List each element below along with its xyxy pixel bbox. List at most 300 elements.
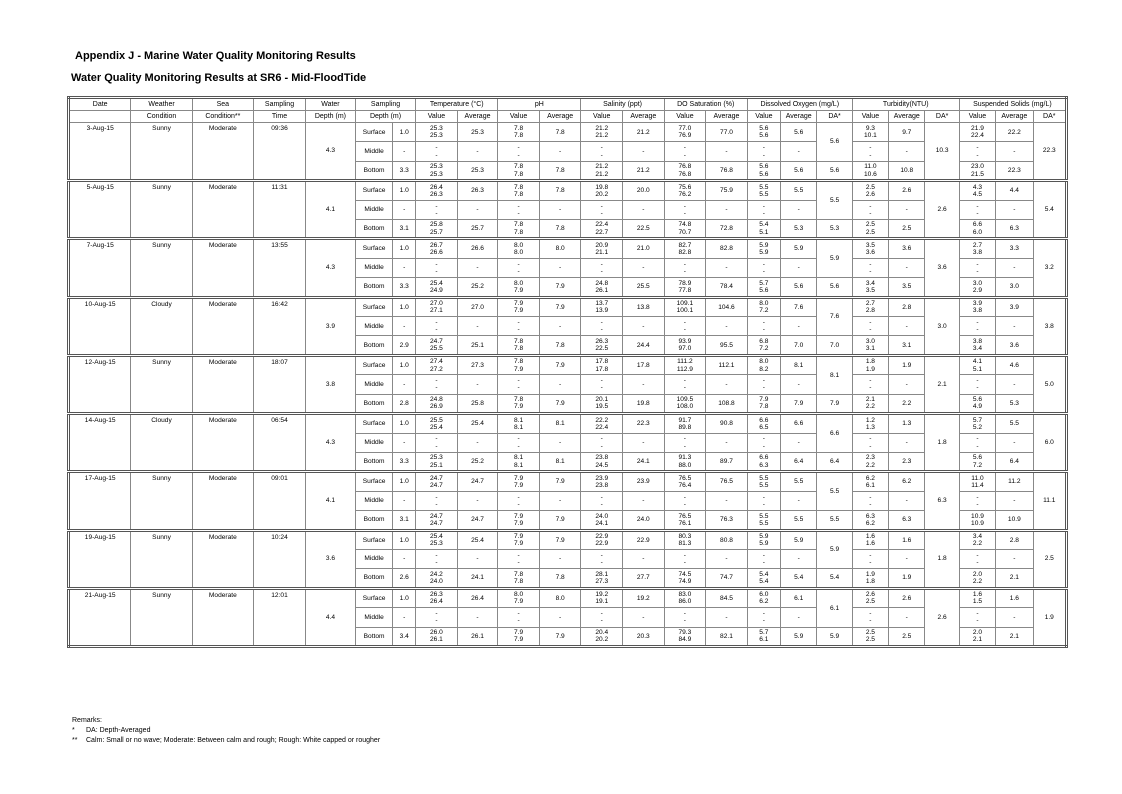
ph-value-cell	[498, 394, 540, 413]
reading-value: -	[683, 493, 686, 501]
reading-value: 84.9	[678, 636, 692, 644]
date-header: Date	[69, 98, 131, 111]
sampling-depth-cell: 3.3	[393, 161, 416, 180]
turbidity-value-cell	[852, 511, 888, 530]
reading-value: 27.2	[430, 365, 443, 373]
do-value-cell	[747, 511, 780, 530]
reading-value: 19.5	[595, 403, 609, 411]
turbidity-value-cell	[852, 200, 888, 219]
do-saturation-value-cell	[664, 433, 706, 452]
do-da-bottom-cell: 5.5	[817, 511, 852, 530]
do-average-cell: -	[781, 491, 817, 510]
reading-value: 2.5	[865, 228, 875, 236]
reading-value: -	[976, 435, 979, 443]
salinity-value-cell	[581, 142, 623, 161]
reading-value: 27.1	[430, 307, 443, 315]
reading-value: 26.4	[430, 598, 443, 606]
reading-value: -	[869, 260, 872, 268]
reading-value: 4.3	[972, 183, 983, 191]
reading-value: 97.0	[678, 345, 692, 353]
do-value-cell	[747, 355, 780, 374]
reading-value: 5.6	[759, 124, 769, 132]
turbidity-value-cell	[852, 181, 888, 200]
reading-value: 7.9	[759, 396, 769, 404]
do-da-cell: 6.6	[817, 414, 852, 453]
weather-header: Weather	[131, 98, 192, 111]
sampling-time-header: Sampling	[254, 98, 306, 111]
do-average-cell: -	[781, 608, 817, 627]
reading-value: -	[869, 610, 872, 618]
temp-average-cell: 25.4	[457, 414, 498, 433]
do-average-cell: -	[781, 375, 817, 394]
temp-average-cell: 25.7	[457, 220, 498, 239]
reading-value: 74.8	[678, 221, 692, 229]
ph-average-cell: -	[539, 549, 581, 568]
sampling-depth-cell: 3.3	[393, 452, 416, 471]
ph-average-cell: -	[539, 608, 581, 627]
ph-value-cell	[498, 297, 540, 316]
reading-value: 6.2	[865, 519, 875, 527]
do-value-cell	[747, 569, 780, 588]
do-value-cell	[747, 452, 780, 471]
do-saturation-value-cell	[664, 297, 706, 316]
reading-value: 7.9	[513, 598, 524, 606]
temp-average-cell: 25.8	[457, 394, 498, 413]
reading-value: 6.3	[759, 461, 769, 469]
sampling-depth-cell: -	[393, 433, 416, 452]
ss-value-cell	[959, 452, 995, 471]
reading-value: 7.9	[513, 365, 524, 373]
reading-value: -	[600, 260, 603, 268]
turbidity-average-cell: -	[889, 608, 925, 627]
reading-value: 5.9	[759, 540, 769, 548]
ph-value-cell	[498, 278, 540, 297]
do-saturation-average-cell: 84.5	[706, 588, 748, 607]
header-row-2	[69, 111, 1067, 123]
ss-average-cell: 6.3	[996, 220, 1033, 239]
reading-value: 20.2	[595, 636, 609, 644]
reading-value: 26.6	[430, 249, 443, 257]
salinity-average-cell: -	[623, 433, 665, 452]
reading-value: -	[517, 610, 520, 618]
ss-value-cell	[959, 278, 995, 297]
temp-value-cell	[416, 530, 458, 549]
reading-value: -	[600, 610, 603, 618]
salinity-value-cell	[581, 161, 623, 180]
sampling-depth-cell: -	[393, 258, 416, 277]
reading-value: 2.8	[865, 307, 875, 315]
reading-value: -	[762, 551, 765, 559]
do-da-cell: 8.1	[817, 355, 852, 394]
reading-value: 23.0	[971, 163, 984, 171]
reading-value: 13.7	[595, 300, 609, 308]
do-average-cell: 5.6	[781, 278, 817, 297]
reading-value: 21.5	[971, 170, 984, 178]
reading-value: 3.9	[972, 300, 983, 308]
temp-value-cell	[416, 433, 458, 452]
reading-value: 3.0	[865, 337, 875, 345]
ss-average-cell: 5.5	[996, 414, 1033, 433]
turbidity-average-cell: 2.2	[889, 394, 925, 413]
do-saturation-average-cell: -	[706, 142, 748, 161]
reading-value: 7.8	[513, 345, 524, 353]
ss-average-cell: -	[996, 549, 1033, 568]
ph-value-cell	[498, 491, 540, 510]
reading-value: 1.8	[865, 578, 875, 586]
turbidity-average-cell: -	[889, 142, 925, 161]
reading-value: 3.8	[972, 307, 983, 315]
reading-value: 23.9	[595, 474, 609, 482]
reading-value: -	[976, 377, 979, 385]
reading-value: 7.8	[513, 578, 524, 586]
reading-value: 3.1	[865, 345, 875, 353]
reading-value: -	[517, 559, 520, 567]
reading-value: 25.4	[430, 532, 443, 540]
salinity-average-cell: 13.8	[623, 297, 665, 316]
sampling-depth-cell: 2.9	[393, 336, 416, 355]
do-saturation-average-cell: -	[706, 375, 748, 394]
do-saturation-average-cell: 75.9	[706, 181, 748, 200]
temp-average-cell: 27.3	[457, 355, 498, 374]
turbidity-da-cell: 3.0	[925, 297, 959, 355]
reading-value: 20.2	[595, 190, 609, 198]
ph-value-cell	[498, 569, 540, 588]
reading-value: -	[869, 151, 872, 159]
date-cell: 12-Aug-15	[69, 355, 131, 413]
turbidity-value-cell	[852, 142, 888, 161]
reading-value: 88.0	[678, 461, 692, 469]
reading-value: -	[762, 202, 765, 210]
do-da-bottom-cell: 5.6	[817, 161, 852, 180]
ss-average-cell: 22.3	[996, 161, 1033, 180]
do-value-cell	[747, 530, 780, 549]
reading-value: -	[435, 559, 438, 567]
suspended-solids-header: Suspended Solids (mg/L)	[959, 98, 1066, 111]
reading-value: 24.8	[430, 396, 443, 404]
reading-value: 5.9	[759, 249, 769, 257]
turbidity-average-cell: 1.3	[889, 414, 925, 433]
reading-value: 26.1	[595, 286, 609, 294]
reading-value: 5.5	[759, 482, 769, 490]
sampling-level-cell: Bottom	[355, 394, 392, 413]
do-value-cell	[747, 414, 780, 433]
temp-average-cell: -	[457, 549, 498, 568]
turbidity-average-cell: 6.2	[889, 472, 925, 491]
turbidity-value-cell	[852, 336, 888, 355]
table-row	[69, 297, 1067, 316]
do-da-bottom-cell: 7.9	[817, 394, 852, 413]
sampling-time-subheader: Time	[254, 111, 306, 123]
salinity-average-cell: 22.5	[623, 220, 665, 239]
reading-value: 7.9	[513, 628, 524, 636]
reading-value: 2.1	[865, 396, 875, 404]
sampling-level-cell: Middle	[355, 491, 392, 510]
do-average-cell: 5.3	[781, 220, 817, 239]
reading-value: 7.8	[513, 132, 524, 140]
do-average-cell: 6.6	[781, 414, 817, 433]
ss-average-cell: -	[996, 317, 1033, 336]
ss-average-cell: 11.2	[996, 472, 1033, 491]
ph-average-cell: 8.1	[539, 414, 581, 433]
reading-value: -	[762, 209, 765, 217]
sampling-level-cell: Middle	[355, 375, 392, 394]
reading-value: 2.2	[972, 540, 983, 548]
do-saturation-average-cell: -	[706, 317, 748, 336]
reading-value: -	[976, 151, 979, 159]
sea-condition-cell: Moderate	[192, 588, 253, 646]
do-saturation-value-cell	[664, 452, 706, 471]
ph-average-cell: -	[539, 491, 581, 510]
reading-value: -	[517, 202, 520, 210]
reading-value: 13.9	[595, 307, 609, 315]
do-value-cell	[747, 375, 780, 394]
turbidity-average-cell: -	[889, 433, 925, 452]
sampling-time-cell: 06:54	[254, 414, 306, 472]
table-row	[69, 530, 1067, 549]
reading-value: 25.4	[430, 423, 443, 431]
temp-value-cell	[416, 375, 458, 394]
reading-value: 3.8	[972, 337, 983, 345]
reading-value: 79.3	[678, 628, 692, 636]
do-value-cell	[747, 200, 780, 219]
salinity-value-cell	[581, 297, 623, 316]
reading-value: 5.4	[759, 570, 769, 578]
sampling-time-cell: 09:01	[254, 472, 306, 530]
reading-value: -	[683, 377, 686, 385]
do-average-cell: -	[781, 549, 817, 568]
reading-value: 21.2	[595, 132, 609, 140]
reading-value: 4.1	[972, 358, 983, 366]
weather-cell: Cloudy	[131, 414, 192, 472]
reading-value: -	[976, 384, 979, 392]
salinity-average-cell: -	[623, 317, 665, 336]
reading-value: 5.6	[759, 163, 769, 171]
do-average-cell: 5.6	[781, 123, 817, 142]
reading-value: 7.8	[513, 570, 524, 578]
do-saturation-value-cell	[664, 472, 706, 491]
do-saturation-average-cell: -	[706, 433, 748, 452]
temp-average-cell: 24.1	[457, 569, 498, 588]
table-row	[69, 123, 1067, 142]
reading-value: 5.7	[759, 279, 769, 287]
ss-average-cell: -	[996, 433, 1033, 452]
temp-value-cell	[416, 394, 458, 413]
ss-da-cell: 6.0	[1033, 414, 1066, 472]
reading-value: -	[762, 500, 765, 508]
turbidity-average-cell: 3.1	[889, 336, 925, 355]
reading-value: -	[517, 151, 520, 159]
do-saturation-average-cell: 76.8	[706, 161, 748, 180]
sampling-depth-subheader: Depth (m)	[355, 111, 415, 123]
temp-value-cell	[416, 200, 458, 219]
reading-value: 24.0	[430, 578, 443, 586]
reading-value: -	[869, 318, 872, 326]
reading-value: 6.0	[972, 228, 983, 236]
reading-value: 5.9	[759, 532, 769, 540]
reading-value: 2.5	[865, 628, 875, 636]
ph-average-cell: 7.8	[539, 220, 581, 239]
reading-value: 5.7	[759, 628, 769, 636]
turbidity-average-cell: 2.8	[889, 297, 925, 316]
sampling-depth-cell: -	[393, 142, 416, 161]
ss-value-cell	[959, 530, 995, 549]
ss-average-cell: 4.6	[996, 355, 1033, 374]
ph-average-cell: -	[539, 317, 581, 336]
ss-average-cell: -	[996, 375, 1033, 394]
reading-value: -	[600, 559, 603, 567]
reading-value: -	[517, 493, 520, 501]
reading-value: 1.5	[972, 598, 983, 606]
sampling-time-cell: 18:07	[254, 355, 306, 413]
weather-cell: Sunny	[131, 181, 192, 239]
turbidity-value-cell	[852, 627, 888, 646]
reading-value: 24.7	[430, 512, 443, 520]
ss-value-cell	[959, 569, 995, 588]
salinity-average-cell: 24.4	[623, 336, 665, 355]
reading-value: 25.3	[430, 170, 443, 178]
do-saturation-average-cell: 104.6	[706, 297, 748, 316]
salinity-average-cell: 23.9	[623, 472, 665, 491]
do-saturation-value-cell	[664, 414, 706, 433]
sampling-level-cell: Middle	[355, 142, 392, 161]
reading-value: -	[600, 551, 603, 559]
salinity-value-cell	[581, 278, 623, 297]
reading-value: 7.9	[513, 286, 524, 294]
sampling-depth-cell: 1.0	[393, 414, 416, 433]
ss-value-cell	[959, 220, 995, 239]
remarks	[72, 716, 380, 746]
ph-value-cell	[498, 355, 540, 374]
do-saturation-value-cell	[664, 278, 706, 297]
salinity-value-cell	[581, 414, 623, 433]
do-average-cell: 5.6	[781, 161, 817, 180]
ss-average-cell: 1.6	[996, 588, 1033, 607]
turbidity-value-cell	[852, 608, 888, 627]
do-saturation-average-cell: 95.5	[706, 336, 748, 355]
turbidity-value-cell	[852, 414, 888, 433]
temp-average-cell: -	[457, 491, 498, 510]
ss-value-cell	[959, 336, 995, 355]
temp-value-cell	[416, 549, 458, 568]
temp-average-cell: 26.3	[457, 181, 498, 200]
reading-value: 80.3	[678, 532, 692, 540]
ss-average-cell: -	[996, 608, 1033, 627]
reading-value: 26.3	[595, 337, 609, 345]
reading-value: -	[435, 500, 438, 508]
reading-value: 70.7	[678, 228, 692, 236]
reading-value: 8.2	[759, 365, 769, 373]
reading-value: 7.8	[513, 228, 524, 236]
salinity-value-cell	[581, 239, 623, 258]
ph-value-cell	[498, 200, 540, 219]
ss-average-cell: -	[996, 200, 1033, 219]
salinity-value-cell	[581, 588, 623, 607]
sampling-depth-cell: 2.8	[393, 394, 416, 413]
reading-value: 6.1	[759, 636, 769, 644]
reading-value: -	[869, 551, 872, 559]
temp-value-cell	[416, 336, 458, 355]
reading-value: -	[517, 326, 520, 334]
reading-value: 7.9	[513, 540, 524, 548]
date-subheader	[69, 111, 131, 123]
ph-average-cell: 7.8	[539, 336, 581, 355]
turbidity-value-cell	[852, 297, 888, 316]
do-saturation-value-cell	[664, 549, 706, 568]
reading-value: 24.7	[430, 519, 443, 527]
salinity-value-cell	[581, 569, 623, 588]
reading-value: 6.0	[759, 591, 769, 599]
do-average-cell: 5.5	[781, 472, 817, 491]
date-cell: 5-Aug-15	[69, 181, 131, 239]
reading-value: -	[762, 442, 765, 450]
salinity-average-cell: 20.0	[623, 181, 665, 200]
reading-value: 9.3	[865, 124, 875, 132]
reading-value: 1.3	[865, 423, 875, 431]
ss-value-cell	[959, 297, 995, 316]
ph-value-cell	[498, 433, 540, 452]
reading-value: 25.3	[430, 132, 443, 140]
reading-value: 81.3	[678, 540, 692, 548]
reading-value: 3.4	[972, 345, 983, 353]
do-average-cell: 6.1	[781, 588, 817, 607]
do-da-cell: 5.9	[817, 530, 852, 569]
ss-value-cell	[959, 511, 995, 530]
water-depth-cell: 4.1	[305, 181, 355, 239]
do-saturation-value-cell	[664, 142, 706, 161]
salinity-value-cell	[581, 220, 623, 239]
ss-value-cell	[959, 627, 995, 646]
weather-cell: Sunny	[131, 355, 192, 413]
ss-average-cell: -	[996, 142, 1033, 161]
sampling-time-cell: 10:24	[254, 530, 306, 588]
ss-average-cell: -	[996, 258, 1033, 277]
reading-value: 7.8	[513, 358, 524, 366]
ss-value-cell	[959, 258, 995, 277]
ph-average-cell: 7.9	[539, 530, 581, 549]
do-saturation-average-cell: 80.8	[706, 530, 748, 549]
salinity-average-cell: 19.8	[623, 394, 665, 413]
table-row	[69, 472, 1067, 491]
reading-value: -	[869, 144, 872, 152]
sampling-level-cell: Bottom	[355, 569, 392, 588]
water-depth-cell: 4.3	[305, 414, 355, 472]
reading-value: 76.8	[678, 170, 692, 178]
turbidity-average-cell: 2.5	[889, 220, 925, 239]
reading-value: -	[762, 268, 765, 276]
reading-value: -	[869, 384, 872, 392]
sampling-level-cell: Bottom	[355, 452, 392, 471]
reading-value: 5.4	[759, 578, 769, 586]
reading-value: 7.8	[513, 337, 524, 345]
temp-value-cell	[416, 258, 458, 277]
table-row	[69, 355, 1067, 374]
turbidity-average-cell: 1.9	[889, 355, 925, 374]
turbidity-average-cell: 3.5	[889, 278, 925, 297]
sampling-depth-cell: 1.0	[393, 355, 416, 374]
do-value-cell	[747, 220, 780, 239]
ss-value-cell	[959, 588, 995, 607]
ss-average-cell: 2.1	[996, 569, 1033, 588]
reading-value: 20.9	[595, 241, 609, 249]
do-value-cell	[747, 472, 780, 491]
temp-average-cell: -	[457, 375, 498, 394]
turbidity-da-cell: 6.3	[925, 472, 959, 530]
reading-value: 25.5	[430, 345, 443, 353]
do-average-cell: -	[781, 142, 817, 161]
reading-value: 25.3	[430, 540, 443, 548]
temp-value-cell	[416, 142, 458, 161]
date-cell: 3-Aug-15	[69, 123, 131, 181]
